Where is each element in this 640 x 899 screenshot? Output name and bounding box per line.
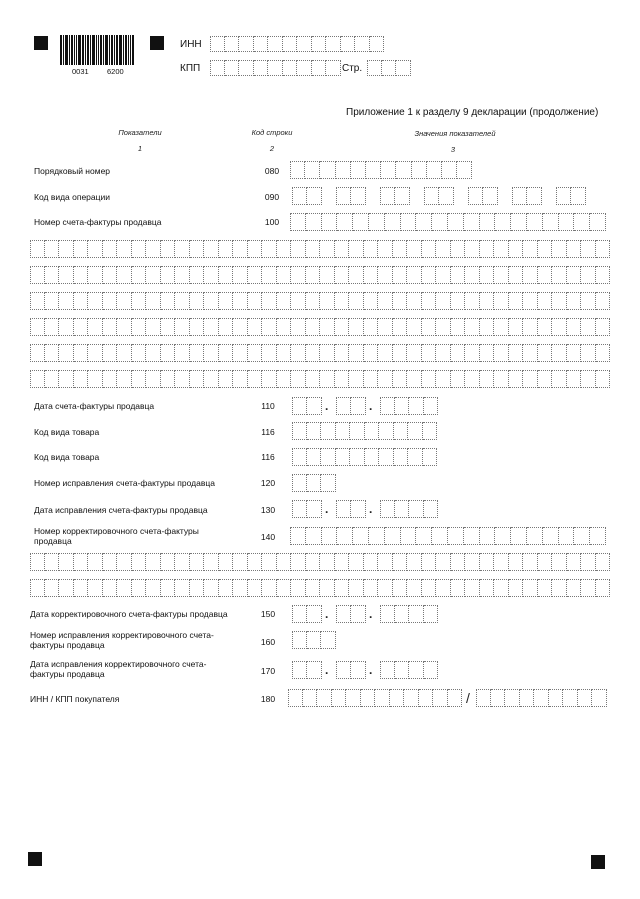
row-170-month[interactable] [336,661,366,679]
row-120-field[interactable] [292,474,336,492]
row-116b-code: 116 [261,452,275,462]
row-180-kpp-field[interactable] [476,689,607,707]
row-140-code: 140 [260,532,276,542]
row-100-continuation-line-3[interactable] [30,292,610,310]
row-150-year[interactable] [380,605,438,623]
row-116b-field[interactable] [292,448,437,466]
corner-marker-top-mid [150,36,164,50]
row-090-field-1[interactable] [292,187,322,205]
row-150-day[interactable] [292,605,322,623]
row-090-label: Код вида операции [34,192,111,202]
row-140-label: Номер корректировочного счета-фактуры продавца [34,526,199,546]
row-116a-code: 116 [261,427,275,437]
row-150-dot-1: . [325,607,329,621]
row-180-code: 180 [260,694,276,704]
row-110-day[interactable] [292,397,322,415]
page-label: Стр. [342,63,363,74]
row-080-label: Порядковый номер [34,166,111,176]
row-150-label: Дата корректировочного счета-фактуры продавца [30,609,228,619]
row-100-continuation-line-4[interactable] [30,318,610,336]
page-title: Приложение 1 к разделу 9 декларации (продолжение) [346,107,599,118]
row-100-label: Номер счета-фактуры продавца [34,217,162,227]
row-100-continuation-line-1[interactable] [30,240,610,258]
column-header-indicators-num: 1 [137,144,143,153]
row-116a-field[interactable] [292,422,437,440]
row-150-dot-2: . [369,607,373,621]
row-090-field-2[interactable] [336,187,366,205]
row-120-code: 120 [260,478,276,488]
inn-label: ИНН [180,39,202,50]
row-110-dot-1: . [325,399,329,413]
row-116a-label: Код вида товара [34,427,100,437]
column-header-values-num: 3 [450,145,456,154]
row-100-continuation-line-2[interactable] [30,266,610,284]
column-header-values: Значения показателей [414,129,496,138]
row-130-dot-2: . [369,502,373,516]
row-080-field[interactable] [290,161,472,179]
column-header-line-code: Код строки [251,128,293,137]
row-160-field[interactable] [292,631,336,649]
row-110-month[interactable] [336,397,366,415]
row-170-dot-2: . [369,663,373,677]
row-130-day[interactable] [292,500,322,518]
row-130-month[interactable] [336,500,366,518]
corner-marker-bottom-right [591,855,605,869]
row-130-label: Дата исправления счета-фактуры продавца [34,505,208,515]
row-110-year[interactable] [380,397,438,415]
row-100-field[interactable] [290,213,606,231]
row-140-continuation-line-2[interactable] [30,579,610,597]
column-header-indicators: Показатели [118,128,162,137]
kpp-field[interactable] [210,60,341,76]
row-130-dot-1: . [325,502,329,516]
row-080-code: 080 [264,166,280,176]
corner-marker-top-left [34,36,48,50]
row-100-code: 100 [264,217,280,227]
row-130-year[interactable] [380,500,438,518]
barcode-number-right: 6200 [107,67,124,76]
row-160-label: Номер исправления корректировочного счета-фактуры продавца [30,630,214,650]
row-110-code: 110 [261,401,275,411]
row-116b-label: Код вида товара [34,452,100,462]
row-160-code: 160 [260,637,276,647]
barcode-number-left: 0031 [72,67,89,76]
row-170-label: Дата исправления корректировочного счета-фактуры продавца [30,659,207,679]
row-180-inn-field[interactable] [288,689,462,707]
barcode [60,35,135,65]
row-150-month[interactable] [336,605,366,623]
row-140-continuation-line-1[interactable] [30,553,610,571]
inn-field[interactable] [210,36,384,52]
row-090-field-3[interactable] [380,187,410,205]
row-120-label: Номер исправления счета-фактуры продавца [34,478,215,488]
row-090-field-4[interactable] [424,187,454,205]
row-090-field-7[interactable] [556,187,586,205]
row-100-continuation-line-6[interactable] [30,370,610,388]
row-170-dot-1: . [325,663,329,677]
row-150-code: 150 [260,609,276,619]
row-140-field[interactable] [290,527,606,545]
row-130-code: 130 [260,505,276,515]
row-170-code: 170 [260,666,276,676]
row-110-label: Дата счета-фактуры продавца [34,401,155,411]
page-number-field[interactable] [367,60,411,76]
row-090-field-6[interactable] [512,187,542,205]
row-180-slash: / [466,690,470,706]
row-110-dot-2: . [369,399,373,413]
corner-marker-bottom-left [28,852,42,866]
kpp-label: КПП [180,63,201,74]
row-090-field-5[interactable] [468,187,498,205]
row-090-code: 090 [264,192,280,202]
row-170-year[interactable] [380,661,438,679]
column-header-line-code-num: 2 [269,144,275,153]
row-170-day[interactable] [292,661,322,679]
row-180-label: ИНН / КПП покупателя [30,694,120,704]
row-100-continuation-line-5[interactable] [30,344,610,362]
